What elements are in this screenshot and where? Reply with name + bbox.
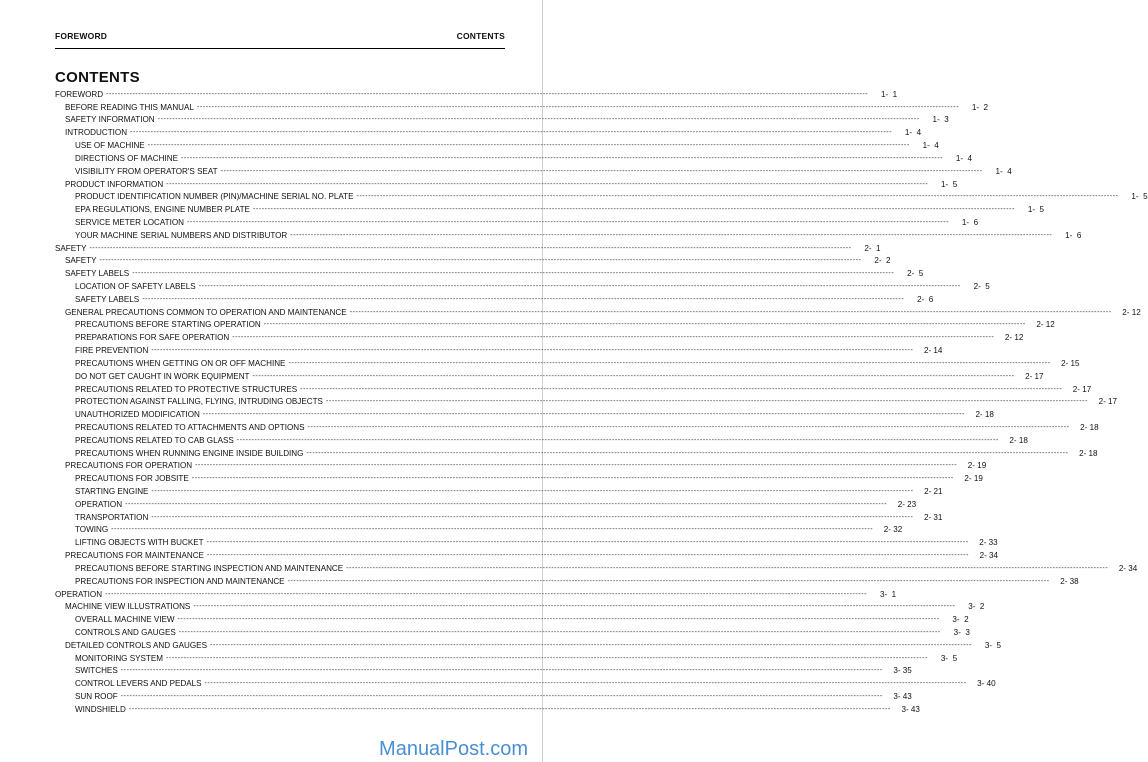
toc-entry-label: PRECAUTIONS BEFORE STARTING INSPECTION AND MAINTENANCE xyxy=(75,563,344,573)
toc-entry-label: DETAILED CONTROLS AND GAUGES xyxy=(65,640,207,650)
toc-dot-leader: -------------------------------------------------------------------------------------------------------------------------------------------------------------------------------------------------------------------------------------------------------------------- xyxy=(105,590,868,598)
toc-dot-leader: -------------------------------------------------------------------------------------------------------------------------------------------------------------------------------------------------------------------------------------------------------------------- xyxy=(111,526,874,534)
toc-entry-label: VISIBILITY FROM OPERATOR'S SEAT xyxy=(75,166,218,176)
toc-entry[interactable] xyxy=(55,395,1118,408)
toc-dot-leader: -------------------------------------------------------------------------------------------------------------------------------------------------------------------------------------------------------------------------------------------------------------------- xyxy=(191,475,954,483)
toc-entry[interactable] xyxy=(55,87,898,100)
toc-entry-label: FIRE PREVENTION xyxy=(75,346,149,356)
toc-entry-page: 1- 2 xyxy=(971,102,989,112)
toc-entry-page: 2- 12 xyxy=(1004,333,1024,343)
toc-entry-label: PRECAUTIONS FOR JOBSITE xyxy=(75,474,189,484)
page-title: CONTENTS xyxy=(55,69,140,86)
toc-entry[interactable] xyxy=(55,254,891,267)
toc-entry-label: YOUR MACHINE SERIAL NUMBERS AND DISTRIBUTOR xyxy=(75,230,288,240)
toc-entry[interactable] xyxy=(55,407,994,420)
toc-entry[interactable] xyxy=(55,497,917,510)
toc-entry-page: 3- 40 xyxy=(977,679,996,689)
toc-entry-label: PRECAUTIONS FOR INSPECTION AND MAINTENANCE xyxy=(75,576,285,586)
toc-entry-label: STARTING ENGINE xyxy=(75,487,149,496)
toc-dot-leader: -------------------------------------------------------------------------------------------------------------------------------------------------------------------------------------------------------------------------------------------------------------------- xyxy=(196,103,960,111)
toc-dot-leader: -------------------------------------------------------------------------------------------------------------------------------------------------------------------------------------------------------------------------------------------------------------------- xyxy=(132,270,895,278)
toc-entry-label: GENERAL PRECAUTIONS COMMON TO OPERATION AND MAINTENANCE xyxy=(65,307,347,317)
toc-dot-leader: -------------------------------------------------------------------------------------------------------------------------------------------------------------------------------------------------------------------------------------------------------------------- xyxy=(349,308,1112,316)
toc-entry-page: 3- 35 xyxy=(893,666,912,676)
toc-entry-page: 2- 12 xyxy=(1036,320,1055,330)
toc-dot-leader: -------------------------------------------------------------------------------------------------------------------------------------------------------------------------------------------------------------------------------------------------------------------- xyxy=(206,552,970,560)
toc-entry-page: 2- 5 xyxy=(973,282,990,291)
toc-entry[interactable] xyxy=(55,535,998,548)
toc-dot-leader: -------------------------------------------------------------------------------------------------------------------------------------------------------------------------------------------------------------------------------------------------------------------- xyxy=(106,90,869,98)
toc-entry-page: 2- 17 xyxy=(1072,384,1092,394)
toc-entry[interactable] xyxy=(55,138,939,151)
toc-entry-label: PRECAUTIONS RELATED TO ATTACHMENTS AND OPTIONS xyxy=(75,422,305,432)
toc-entry-label: FOREWORD xyxy=(55,89,104,99)
toc-entry-page: 3- 5 xyxy=(940,653,958,663)
toc-entry-page: 1- 5 xyxy=(1131,192,1148,202)
toc-entry-label: SAFETY xyxy=(65,256,97,266)
toc-dot-leader: -------------------------------------------------------------------------------------------------------------------------------------------------------------------------------------------------------------------------------------------------------------------- xyxy=(166,180,929,188)
toc-entry[interactable] xyxy=(55,420,1099,433)
toc-entry[interactable] xyxy=(55,241,881,254)
toc-entry[interactable] xyxy=(55,356,1080,369)
toc-entry-page: 2- 34 xyxy=(979,551,999,561)
toc-dot-leader: -------------------------------------------------------------------------------------------------------------------------------------------------------------------------------------------------------------------------------------------------------------------- xyxy=(202,411,965,419)
toc-dot-leader: -------------------------------------------------------------------------------------------------------------------------------------------------------------------------------------------------------------------------------------------------------------------- xyxy=(306,449,1069,457)
toc-entry[interactable] xyxy=(55,330,1024,343)
toc-entry[interactable] xyxy=(55,510,943,523)
toc-entry-label: CONTROLS AND GAUGES xyxy=(75,627,176,637)
toc-dot-leader: -------------------------------------------------------------------------------------------------------------------------------------------------------------------------------------------------------------------------------------------------------------------- xyxy=(151,347,914,355)
toc-entry-page: 2- 2 xyxy=(874,256,891,266)
toc-entry-page: 2- 5 xyxy=(907,269,924,279)
toc-entry-page: 3- 1 xyxy=(879,589,897,599)
toc-entry-page: 1- 5 xyxy=(941,179,958,189)
toc-entry-page: 2- 18 xyxy=(975,410,994,420)
toc-entry-label: SAFETY xyxy=(55,243,87,253)
toc-entry-page: 2- 18 xyxy=(1080,422,1099,432)
toc-entry[interactable] xyxy=(55,484,943,497)
toc-entry-page: 3- 3 xyxy=(953,627,970,637)
toc-dot-leader: -------------------------------------------------------------------------------------------------------------------------------------------------------------------------------------------------------------------------------------------------------------------- xyxy=(157,116,920,124)
toc-entry-page: 1- 4 xyxy=(995,166,1012,176)
toc-entry[interactable] xyxy=(55,561,1138,574)
toc-entry-page: 2- 21 xyxy=(924,487,943,496)
table-of-contents xyxy=(55,87,1148,715)
toc-dot-leader: -------------------------------------------------------------------------------------------------------------------------------------------------------------------------------------------------------------------------------------------------------------------- xyxy=(300,385,1063,393)
toc-entry-label: MACHINE VIEW ILLUSTRATIONS xyxy=(65,602,191,612)
toc-entry-page: 2- 12 xyxy=(1122,307,1141,317)
toc-entry-page: 1- 5 xyxy=(1027,205,1045,215)
toc-dot-leader: -------------------------------------------------------------------------------------------------------------------------------------------------------------------------------------------------------------------------------------------------------------------- xyxy=(99,257,862,265)
toc-entry-label: BEFORE READING THIS MANUAL xyxy=(65,102,194,112)
toc-entry[interactable] xyxy=(55,676,996,689)
toc-dot-leader: -------------------------------------------------------------------------------------------------------------------------------------------------------------------------------------------------------------------------------------------------------------------- xyxy=(89,244,852,252)
toc-entry-label: SERVICE METER LOCATION xyxy=(75,217,184,227)
header-rule xyxy=(55,48,505,49)
toc-dot-leader: -------------------------------------------------------------------------------------------------------------------------------------------------------------------------------------------------------------------------------------------------------------------- xyxy=(130,129,893,137)
toc-entry[interactable] xyxy=(55,651,958,664)
toc-entry-label: SUN ROOF xyxy=(75,692,118,701)
toc-entry-page: 2- 23 xyxy=(897,499,917,509)
toc-dot-leader: -------------------------------------------------------------------------------------------------------------------------------------------------------------------------------------------------------------------------------------------------------------------- xyxy=(120,667,883,675)
toc-entry-label: CONTROL LEVERS AND PEDALS xyxy=(75,679,202,689)
toc-entry-label: PRECAUTIONS WHEN GETTING ON OR OFF MACHINE xyxy=(75,358,286,368)
toc-dot-leader: -------------------------------------------------------------------------------------------------------------------------------------------------------------------------------------------------------------------------------------------------------------------- xyxy=(151,488,914,495)
toc-entry-label: PREPARATIONS FOR SAFE OPERATION xyxy=(75,333,230,343)
toc-entry-label: UNAUTHORIZED MODIFICATION xyxy=(75,410,200,420)
toc-dot-leader: -------------------------------------------------------------------------------------------------------------------------------------------------------------------------------------------------------------------------------------------------------------------- xyxy=(166,654,929,662)
toc-dot-leader: -------------------------------------------------------------------------------------------------------------------------------------------------------------------------------------------------------------------------------------------------------------------- xyxy=(125,500,888,508)
toc-entry-label: DIRECTIONS OF MACHINE xyxy=(75,153,178,163)
toc-entry[interactable] xyxy=(55,125,922,138)
toc-entry[interactable] xyxy=(55,638,1002,651)
toc-entry[interactable] xyxy=(55,177,958,190)
toc-dot-leader: -------------------------------------------------------------------------------------------------------------------------------------------------------------------------------------------------------------------------------------------------------------------- xyxy=(120,693,883,700)
toc-entry[interactable] xyxy=(55,625,970,638)
toc-entry-label: SWITCHES xyxy=(75,666,118,676)
toc-dot-leader: -------------------------------------------------------------------------------------------------------------------------------------------------------------------------------------------------------------------------------------------------------------------- xyxy=(187,218,950,226)
toc-dot-leader: -------------------------------------------------------------------------------------------------------------------------------------------------------------------------------------------------------------------------------------------------------------------- xyxy=(128,705,891,713)
toc-entry-label: OPERATION xyxy=(75,499,123,509)
toc-dot-leader: -------------------------------------------------------------------------------------------------------------------------------------------------------------------------------------------------------------------------------------------------------------------- xyxy=(307,423,1070,431)
toc-entry-page: 2- 17 xyxy=(1025,371,1044,381)
toc-dot-leader: -------------------------------------------------------------------------------------------------------------------------------------------------------------------------------------------------------------------------------------------------------------------- xyxy=(252,206,1016,214)
toc-entry-label: OPERATION xyxy=(55,589,103,599)
toc-entry[interactable] xyxy=(55,305,1141,318)
toc-entry[interactable] xyxy=(55,266,924,279)
toc-entry-page: 2- 15 xyxy=(1061,358,1080,368)
toc-entry-label: PRECAUTIONS RELATED TO PROTECTIVE STRUCTURES xyxy=(75,384,298,394)
toc-entry-label: DO NOT GET CAUGHT IN WORK EQUIPMENT xyxy=(75,371,250,381)
toc-entry-label: WINDSHIELD xyxy=(75,704,126,714)
toc-entry[interactable] xyxy=(55,459,987,472)
toc-entry-label: PROTECTION AGAINST FALLING, FLYING, INTRUDING OBJECTS xyxy=(75,397,323,407)
toc-entry[interactable] xyxy=(55,190,1148,203)
toc-dot-leader: -------------------------------------------------------------------------------------------------------------------------------------------------------------------------------------------------------------------------------------------------------------------- xyxy=(287,577,1050,585)
toc-entry[interactable] xyxy=(55,369,1044,382)
toc-entry-page: 2- 14 xyxy=(923,346,943,356)
toc-entry[interactable] xyxy=(55,292,934,305)
toc-entry[interactable] xyxy=(55,202,1045,215)
toc-dot-leader: -------------------------------------------------------------------------------------------------------------------------------------------------------------------------------------------------------------------------------------------------------------------- xyxy=(232,334,995,342)
toc-dot-leader: -------------------------------------------------------------------------------------------------------------------------------------------------------------------------------------------------------------------------------------------------------------------- xyxy=(252,372,1015,380)
toc-dot-leader: -------------------------------------------------------------------------------------------------------------------------------------------------------------------------------------------------------------------------------------------------------------------- xyxy=(206,539,969,547)
section-header: FOREWORD xyxy=(55,31,108,41)
toc-entry-label: PRECAUTIONS BEFORE STARTING OPERATION xyxy=(75,320,261,330)
toc-dot-leader: -------------------------------------------------------------------------------------------------------------------------------------------------------------------------------------------------------------------------------------------------------------------- xyxy=(288,359,1051,367)
toc-dot-leader: -------------------------------------------------------------------------------------------------------------------------------------------------------------------------------------------------------------------------------------------------------------------- xyxy=(198,283,961,290)
toc-entry-label: PRODUCT INFORMATION xyxy=(65,179,164,189)
toc-entry-label: MONITORING SYSTEM xyxy=(75,653,163,663)
toc-entry-page: 2- 1 xyxy=(864,243,881,253)
toc-dot-leader: -------------------------------------------------------------------------------------------------------------------------------------------------------------------------------------------------------------------------------------------------------------------- xyxy=(177,616,940,624)
toc-dot-leader: -------------------------------------------------------------------------------------------------------------------------------------------------------------------------------------------------------------------------------------------------------------------- xyxy=(346,564,1109,572)
page-header-right: CONTENTS xyxy=(456,31,505,41)
toc-entry-page: 1- 6 xyxy=(961,217,979,227)
toc-entry[interactable] xyxy=(55,151,973,164)
toc-entry-label: SAFETY INFORMATION xyxy=(65,115,155,125)
toc-entry-label: USE OF MACHINE xyxy=(75,141,145,151)
toc-entry[interactable] xyxy=(55,343,943,356)
toc-entry-page: 2- 19 xyxy=(967,461,987,471)
toc-entry[interactable] xyxy=(55,548,999,561)
toc-entry-page: 3- 2 xyxy=(952,615,969,625)
toc-entry[interactable] xyxy=(55,574,1079,587)
toc-dot-leader: -------------------------------------------------------------------------------------------------------------------------------------------------------------------------------------------------------------------------------------------------------------------- xyxy=(180,154,944,162)
toc-entry-label: SAFETY LABELS xyxy=(65,269,130,279)
toc-entry-page: 1- 1 xyxy=(880,89,898,99)
toc-entry[interactable] xyxy=(55,471,983,484)
toc-entry[interactable] xyxy=(55,702,920,715)
toc-entry-page: 2- 17 xyxy=(1098,397,1118,407)
toc-entry[interactable] xyxy=(55,318,1055,331)
toc-dot-leader: -------------------------------------------------------------------------------------------------------------------------------------------------------------------------------------------------------------------------------------------------------------------- xyxy=(204,680,967,688)
toc-entry-label: LOCATION OF SAFETY LABELS xyxy=(75,282,196,291)
toc-entry[interactable] xyxy=(55,164,1012,177)
toc-entry[interactable] xyxy=(55,279,990,292)
toc-entry-label: PRODUCT IDENTIFICATION NUMBER (PIN)/MACHINE SERIAL NO. PLATE xyxy=(75,192,354,202)
toc-entry-page: 2- 34 xyxy=(1118,563,1138,573)
toc-dot-leader: -------------------------------------------------------------------------------------------------------------------------------------------------------------------------------------------------------------------------------------------------------------------- xyxy=(178,628,941,636)
toc-dot-leader: -------------------------------------------------------------------------------------------------------------------------------------------------------------------------------------------------------------------------------------------------------------------- xyxy=(325,398,1089,406)
toc-dot-leader: -------------------------------------------------------------------------------------------------------------------------------------------------------------------------------------------------------------------------------------------------------------------- xyxy=(147,142,910,150)
toc-entry-label: INTRODUCTION xyxy=(65,128,128,138)
toc-dot-leader: -------------------------------------------------------------------------------------------------------------------------------------------------------------------------------------------------------------------------------------------------------------------- xyxy=(142,295,905,303)
toc-dot-leader: -------------------------------------------------------------------------------------------------------------------------------------------------------------------------------------------------------------------------------------------------------------------- xyxy=(356,193,1119,201)
toc-entry-page: 2- 18 xyxy=(1079,448,1098,458)
toc-entry-page: 1- 6 xyxy=(1065,230,1082,240)
toc-entry-page: 2- 31 xyxy=(923,512,943,522)
toc-entry-page: 1- 3 xyxy=(932,115,949,125)
toc-entry-label: SAFETY LABELS xyxy=(75,294,140,304)
toc-entry-page: 2- 18 xyxy=(1009,435,1028,445)
toc-entry-label: LIFTING OBJECTS WITH BUCKET xyxy=(75,538,204,548)
toc-dot-leader: -------------------------------------------------------------------------------------------------------------------------------------------------------------------------------------------------------------------------------------------------------------------- xyxy=(209,641,973,649)
toc-entry-label: OVERALL MACHINE VIEW xyxy=(75,615,175,625)
toc-entry-label: TRANSPORTATION xyxy=(75,512,149,522)
toc-entry[interactable] xyxy=(55,523,903,536)
toc-entry-page: 3- 2 xyxy=(968,602,985,612)
toc-dot-leader: -------------------------------------------------------------------------------------------------------------------------------------------------------------------------------------------------------------------------------------------------------------------- xyxy=(290,231,1053,239)
toc-entry[interactable] xyxy=(55,215,979,228)
toc-entry[interactable] xyxy=(55,113,949,126)
toc-dot-leader: -------------------------------------------------------------------------------------------------------------------------------------------------------------------------------------------------------------------------------------------------------------------- xyxy=(220,167,983,175)
toc-entry-label: PRECAUTIONS FOR MAINTENANCE xyxy=(65,551,204,561)
toc-entry[interactable] xyxy=(55,689,912,702)
toc-entry-page: 2- 38 xyxy=(1060,576,1079,586)
toc-entry-page: 1- 4 xyxy=(922,141,939,151)
toc-entry-page: 2- 33 xyxy=(979,538,998,548)
toc-entry-label: PRECAUTIONS WHEN RUNNING ENGINE INSIDE BUILDING xyxy=(75,448,304,458)
toc-dot-leader: -------------------------------------------------------------------------------------------------------------------------------------------------------------------------------------------------------------------------------------------------------------------- xyxy=(263,321,1026,329)
toc-entry-page: 1- 4 xyxy=(904,128,922,138)
toc-entry[interactable] xyxy=(55,664,912,677)
toc-entry[interactable] xyxy=(55,382,1092,395)
toc-entry-page: 3- 43 xyxy=(901,704,920,714)
toc-entry[interactable] xyxy=(55,587,897,600)
toc-entry-label: TOWING xyxy=(75,525,109,535)
toc-entry-page: 2- 32 xyxy=(883,525,903,535)
toc-entry-page: 3- 43 xyxy=(893,692,912,701)
toc-entry[interactable] xyxy=(55,446,1098,459)
toc-entry-label: PRECAUTIONS RELATED TO CAB GLASS xyxy=(75,435,234,445)
toc-entry[interactable] xyxy=(55,600,985,613)
toc-entry-page: 2- 6 xyxy=(917,294,934,304)
toc-entry[interactable] xyxy=(55,228,1082,241)
toc-dot-leader: -------------------------------------------------------------------------------------------------------------------------------------------------------------------------------------------------------------------------------------------------------------------- xyxy=(193,603,956,611)
toc-entry[interactable] xyxy=(55,433,1028,446)
toc-entry-label: EPA REGULATIONS, ENGINE NUMBER PLATE xyxy=(75,205,250,215)
toc-entry-page: 2- 19 xyxy=(964,474,983,484)
toc-entry-page: 3- 5 xyxy=(984,640,1002,650)
toc-dot-leader: -------------------------------------------------------------------------------------------------------------------------------------------------------------------------------------------------------------------------------------------------------------------- xyxy=(151,513,914,521)
toc-entry-label: PRECAUTIONS FOR OPERATION xyxy=(65,461,193,471)
toc-dot-leader: -------------------------------------------------------------------------------------------------------------------------------------------------------------------------------------------------------------------------------------------------------------------- xyxy=(236,436,999,444)
toc-entry[interactable] xyxy=(55,612,969,625)
toc-entry-page: 1- 4 xyxy=(955,153,973,163)
toc-entry[interactable] xyxy=(55,100,989,113)
watermark: ManualPost.com xyxy=(379,738,528,760)
toc-dot-leader: -------------------------------------------------------------------------------------------------------------------------------------------------------------------------------------------------------------------------------------------------------------------- xyxy=(195,462,958,470)
